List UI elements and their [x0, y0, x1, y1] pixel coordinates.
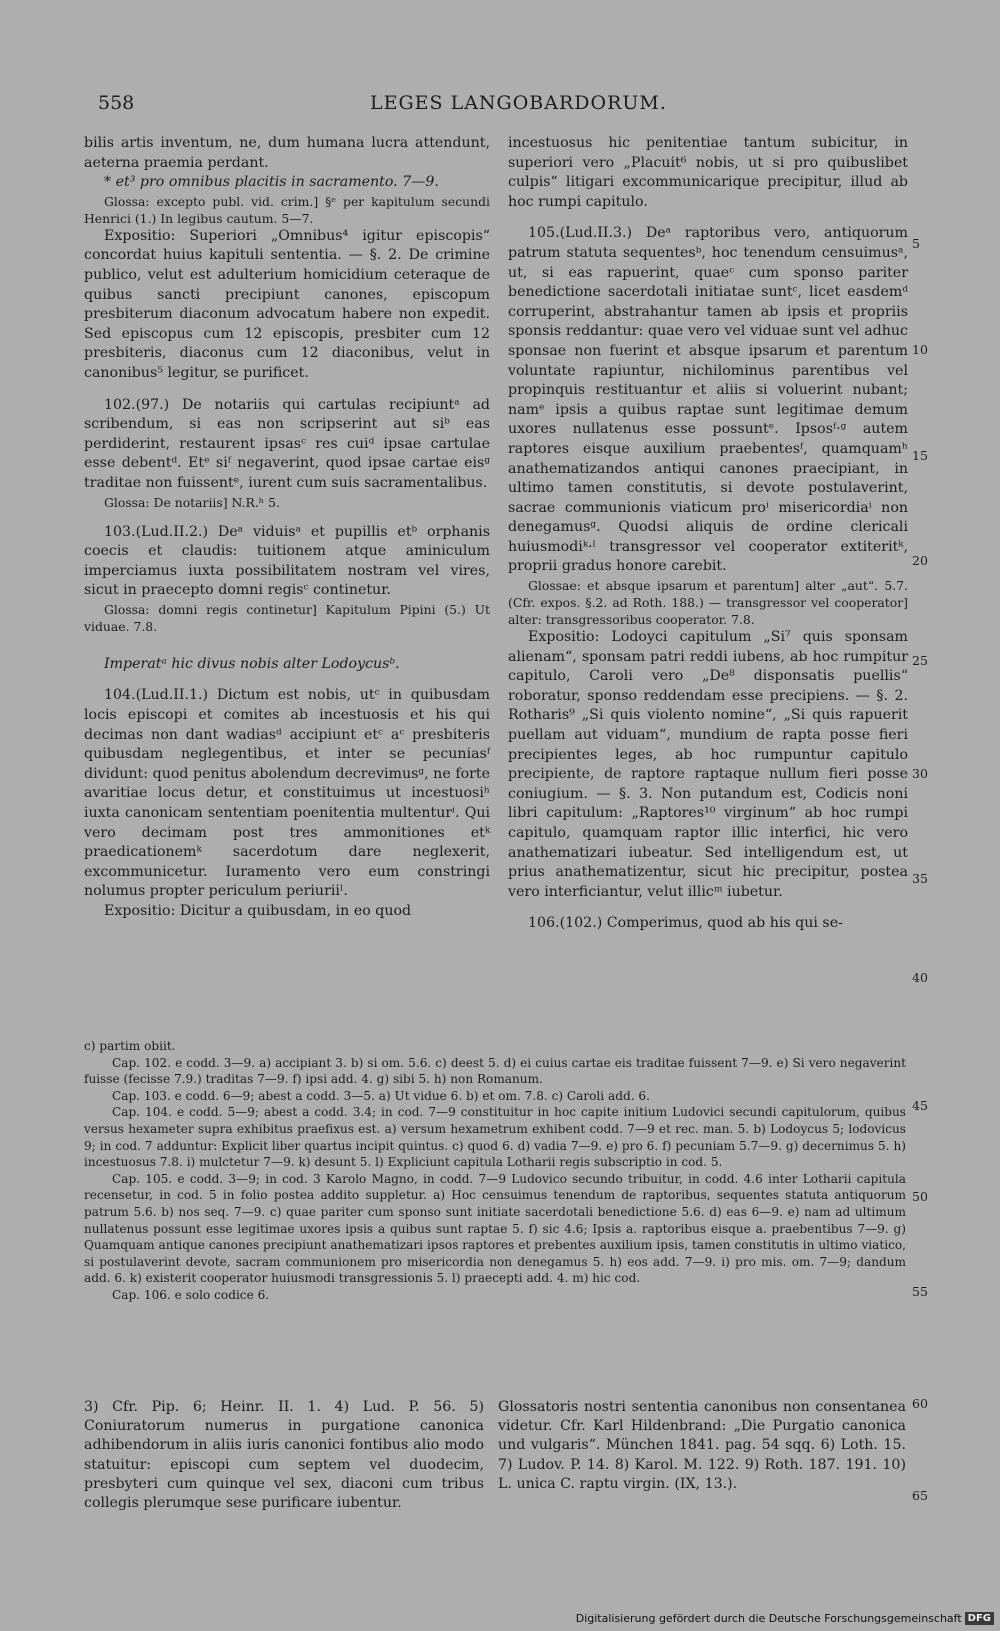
page-number: 558 — [98, 92, 135, 114]
apparatus-entry: Cap. 105. e codd. 3—9; in cod. 3 Karolo Magno, in codd. 7—9 Ludovico secundo tribuitur, in codd. 4.6 inter Lotharii capitula recensetur, in cod. 5 in folio postea addito suppletur. a) Hoc censuimus tenendum de raptoribus, sequentes statuta antiquorum patrum 5.6. b) nos seq. 7—9. c) quae pariter cum sponso sunt initiate sacerdotali benedictione 5.6. d) eas 6—9. e) nam ad ultimum nullatenus possunt esse legitimae uxores ipsis a quibus sunt raptae 5. f) sic 4.6; Ipsis a. raptoribus eisque a. praebentibus 7—9. g) Quamquam antique canones precipiunt anathematizari ipsos raptores et prebentes auxilium ipsis, tamen constitutis in ultimo viatico, si postulaverint devote, sacram communionem pro misericordia non denegamus 5. h) eos add. 7—9. i) pro mis. om. 7—9; dandum add. 6. k) existerit cooperator huiusmodi transgressionis 5. l) praecepti add. 4. m) hic cod. — [84, 1171, 906, 1286]
line-number: 35 — [912, 871, 928, 886]
line-number: 10 — [912, 342, 928, 357]
expositio: Expositio: Superiori „Omnibus⁴ igitur episcopis“ concordat huius kapituli sententia. — §. 2. De crimine publico, velut est adulterium homicidium ceteraque de quibus sancti precipiunt canones, episcopum presbiterum diaconum advocatum habere non expedit. Sed episcopus cum 12 episcopis, presbiter cum 12 presbiteris, diaconus cum 12 diaconibus, velut in canonibus⁵ legitur, se purificet. — [84, 227, 490, 381]
footnote: Glossatoris nostri sententia canonibus non consentanea videtur. Cfr. Karl Hildenbrand: „Die Purgatio canonica und vulgaris“. München 1841. pag. 54 sqq. 6) Loth. 15. 7) Ludov. P. 14. 8) Karol. M. 122. 9) Roth. 187. 191. 10) L. unica C. raptu virgin. (IX, 13.). — [498, 1399, 906, 1492]
apparatus-entry: Cap. 102. e codd. 3—9. a) accipiant 3. b) si om. 5.6. c) deest 5. d) ei cuius cartae eis traditae fuissent 7—9. e) Si vero negaverint fuisse (fecisse 7.9.) traditas 7—9. f) ipsi add. 4. g) sibi 5. h) non Romanum. — [84, 1055, 906, 1087]
verse-heading: Imperatᵃ hic divus nobis alter Lodoycusᵇ. — [104, 655, 400, 672]
line-number: 60 — [912, 1396, 928, 1411]
expositio: Expositio: Dicitur a quibusdam, in eo quod — [104, 903, 412, 919]
chapter-104: 104.(Lud.II.1.) Dictum est nobis, utᶜ in quibusdam locis episcopi et comites ab incestuosis et his qui decimas non dant wadiasᵈ accipiunt etᶜ aᶜ presbiteris quibusdam neglegentibus, et inter se pecuniasᶠ dividunt: quod penitus abolendum decrevimusᵍ, ne forte avaritiae locus detur, et constituimus ut incestuosiʰ iuxta canonicam sententiam poenitentia multenturⁱ. Qui vero decimam post tres ammonitiones etᵏ praedicationemᵏ sacerdotum dare neglexerit, excommunicetur. Iuramento vero eum constringi nolumus propter periculum periuriiˡ. — [84, 687, 490, 900]
footnotes-right — [498, 1398, 906, 1494]
running-head: LEGES LANGOBARDORUM. — [370, 92, 667, 114]
chapter-106: 106.(102.) Comperimus, quod ab his qui se- — [528, 915, 843, 932]
line-number: 20 — [912, 553, 928, 568]
line-number: 45 — [912, 1098, 928, 1113]
glossae: Glossae: et absque ipsarum et parentum] alter „aut“. 5.7. (Cfr. expos. §.2. ad Roth. 188.) — transgressor vel cooperator] alter: transgressoribus cooperator. 7.8. — [508, 578, 908, 628]
apparatus-entry: Cap. 106. e solo codice 6. — [112, 1287, 270, 1302]
critical-apparatus — [84, 1038, 906, 1304]
line-number: 40 — [912, 970, 928, 985]
right-column — [508, 134, 908, 934]
paragraph: incestuosus hic penitentiae tantum subicitur, in superiori vero „Placuit⁶ nobis, ut si pro quibuslibet culpis“ litigari excommunicarique precipitur, illud ab hoc rumpi capitulo. — [508, 135, 908, 210]
chapter-103: 103.(Lud.II.2.) Deᵃ viduisᵃ et pupillis etᵇ orphanis coecis et claudis: tuitionem atque aminiculum imperciamus iuxta possibilitatem nostram vel vires, sicut in praecepto domni regisᶜ continetur. — [84, 523, 490, 599]
apparatus-entry: Cap. 104. e codd. 5—9; abest a codd. 3.4; in cod. 7—9 constituitur in hoc capite initium Ludovici secundi capitulorum, quibus versus hexameter supra exhibitus praefixus est. a) versum hexametrum exhibent codd. 7—9 et rec. man. 5. b) Lodoycus 5; lodovicus 9; in cod. 7 adduntur: Explicit liber quartus incipit quintus. c) quod 6. d) vadia 7—9. e) pro 6. f) pecuniam 5.7—9. g) decernimus 5. h) incestuosus 7.8. i) mulctetur 7—9. k) desunt 5. l) Expliciunt capitula Lotharii regis subscriptio in cod. 5. — [84, 1105, 906, 1170]
page-header — [0, 92, 1000, 120]
footnote: 3) Cfr. Pip. 6; Heinr. II. 1. 4) Lud. P. 56. 5) Coniuratorum numerus in purgatione canonica adhibendorum in aliis iuris canonici fontibus alio modo statuitur: episcopi cum septem vel duodecim, presbyteri cum quinque vel sex, diaconi cum tribus collegis plerumque sese purificare iubentur. — [84, 1399, 484, 1512]
line-number: 5 — [912, 236, 920, 251]
credit-text: Digitalisierung gefördert durch die Deutsche Forschungsgemeinschaft — [575, 1612, 962, 1625]
footnotes-left — [84, 1398, 484, 1513]
chapter-102: 102.(97.) De notariis qui cartulas recipiuntᵃ ad scribendum, si eas non scripserint aut siᵇ eas perdiderint, restaurent ipsasᶜ res cuiᵈ ipsae cartulae esse debentᵈ. Etᵉ siᶠ negaverint, quod ipsae cartae eisᵍ traditae non fuissentᵉ, iurent cum suis sacramentalibus. — [84, 396, 490, 491]
line-number: 15 — [912, 448, 928, 463]
left-column — [84, 134, 490, 922]
line-number: 55 — [912, 1284, 928, 1299]
paragraph: * et³ pro omnibus placitis in sacramento. 7—9. — [104, 174, 439, 191]
chapter-105: 105.(Lud.II.3.) Deᵃ raptoribus vero, antiquorum patrum statuta sequentesᵇ, hoc tenendum censuimusᵃ, ut, si eas rapuerint, quaeᶜ cum sponso pariter benedictione sacerdotali initiatae suntᶜ, licet easdemᵈ corruperint, abstrahantur tamen ab ipsis et propriis sponsis reddantur: quae vero vel viduae sunt vel adhuc sponsae non fuerint et absque ipsarum et parentum voluntate rapiuntur, nichilominus parentibus vel propinquis restituantur et aliis si voluerint nubant; namᵉ ipsis a quibus raptae sunt legitimae demum uxores nullatenus esse possuntᵉ. Ipsosᶠ·ᵍ autem raptores eisque auxilium praebentesᶠ, quamquamʰ anathematizandos antiqui canones praecipiant, in ultimo tamen constitutis, si devote postulaverint, sacrae communionis viaticum proⁱ misericordiaⁱ non denegamusᵍ. Quodsi aliquis de ordine clericali huiusmodiᵏ·ˡ transgressor vel cooperator extiteritᵏ, proprii gradus honore carebit. — [508, 225, 908, 575]
glossa: Glossa: domni regis continetur] Kapitulum Pipini (5.) Ut viduae. 7.8. — [84, 601, 490, 634]
dfg-logo: DFG — [965, 1612, 994, 1625]
line-number: 50 — [912, 1189, 928, 1204]
paragraph: bilis artis inventum, ne, dum humana lucra attendunt, aeterna praemia perdant. — [84, 135, 490, 171]
expositio: Expositio: Lodoyci capitulum „Si⁷ quis sponsam alienam“, sponsam patri reddi iubens, ab hoc rumpitur capitulo, Caroli vero „De⁸ disponsatis puellis“ roboratur, sponso reddendam esse precipiens. — §. 2. Rotharis⁹ „Si quis violento nomine“, „Si quis rapuerit puellam aut viduam“, mundium de rapta posse fieri precipientes leges, ab hoc rumpuntur capitulo precipiente, de raptore raptaque nullum fieri posse coniugium. — §. 3. Non putandum est, Codicis noni libri capitulum: „Raptores¹⁰ virginum“ ab hoc rumpi capitulo, quamquam raptor illic interfici, hic vero anathematizari iubeatur. Sed intelligendum est, ut prius anathematizentur, sicut hic precipitur, postea vero interficiantur, velut illicᵐ iubetur. — [508, 629, 908, 900]
line-number: 25 — [912, 653, 928, 668]
apparatus-entry: Cap. 103. e codd. 6—9; abest a codd. 3—5. a) Ut vidue 6. b) et om. 7.8. c) Caroli add. 6. — [112, 1088, 650, 1103]
line-number: 65 — [912, 1488, 928, 1503]
line-number: 30 — [912, 766, 928, 781]
digitization-credit — [576, 1612, 994, 1625]
glossa: Glossa: excepto publ. vid. crim.] §ᵉ per kapitulum secundi Henrici (1.) In legibus cautum. 5—7. — [84, 193, 490, 226]
glossa: Glossa: De notariis] N.R.ʰ 5. — [104, 494, 280, 510]
apparatus-entry: c) partim obiit. — [84, 1039, 176, 1053]
